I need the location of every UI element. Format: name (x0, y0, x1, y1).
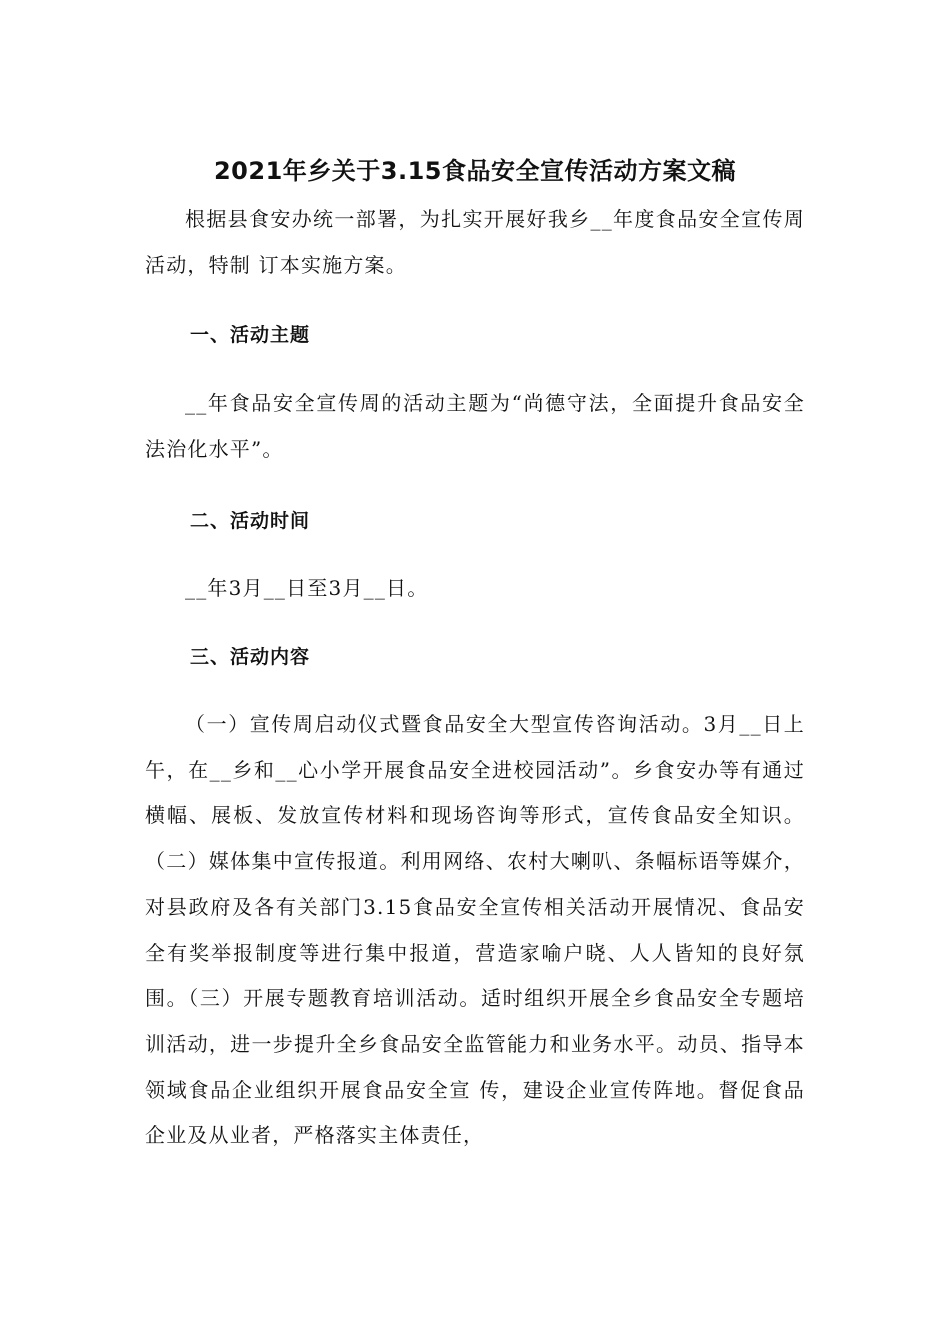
section-body-content: （一）宣传周启动仪式暨食品安全大型宣传咨询活动。3月__日上午，在__乡和__心小学开展食品安全进校园活动”。乡食安办等有通过横幅、展板、发放宣传材料和现场咨询等形式，宣传食品安全知识。 （二）媒体集中宣传报道。利用网络、农村大喇叭、条幅标语等媒介，对县政府及各有关部门3.15食品安全宣传相关活动开展情况、食品安全有奖举报制度等进行集中报道，营造家喻户晓、人人皆知的良好氛围。（三）开展专题教育培训活动。适时组织开展全乡食品安全专题培训活动，进一步提升全乡食品安全监管能力和业务水平。动员、指导本领域食品企业组织开展食品安全宣 传，建设企业宣传阵地。督促食品企业及从业者，严格落实主体责任， (145, 712, 805, 1148)
document-title: 2021年乡关于3.15食品安全宣传活动方案文稿 (213, 157, 736, 186)
section-heading-time: 二、活动时间 (190, 510, 311, 532)
section-heading-content: 三、活动内容 (190, 646, 311, 668)
section-body-time: __年3月__日至3月__日。 (185, 576, 429, 600)
section-body-theme: __年食品安全宣传周的活动主题为“尚德守法，全面提升食品安全法治化水平”。 (145, 391, 805, 461)
section-heading-theme: 一、活动主题 (190, 324, 311, 346)
intro-paragraph: 根据县食安办统一部署，为扎实开展好我乡__年度食品安全宣传周活动，特制 订本实施方案。 (145, 207, 805, 277)
